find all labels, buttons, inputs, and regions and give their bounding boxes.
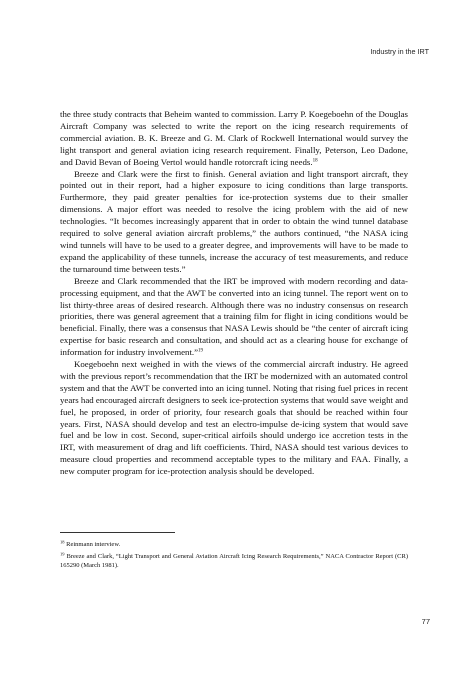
footnote-number: 18	[60, 539, 65, 545]
footnote	[60, 552, 408, 571]
paragraph-3	[60, 276, 408, 359]
footnote-number: 19	[60, 551, 65, 556]
paragraph-text: Breeze and Clark were the first to finish. General aviation and light transport aircraft, they pointed out in their report, had a higher exposure to icing conditions than large transports. Furthermore, they paid greater penalties for ice-protection systems due to their smaller dimensions. A major effort was needed to resolve the icing problem with the aid of new technologies. “It becomes increasingly apparent that in order to obtain the wind tunnel database required to solve general aviation aircraft problems,” the authors continued, “the NASA icing wind tunnels will have to be used to a greater degree, and improvements will have to be made to expand the applicability of these tunnels, increase the accuracy of test measurements, and reduce the turnaround time between tests.”	[60, 168, 408, 274]
body-text	[60, 109, 408, 478]
footnote-text: Reinmann interview.	[66, 541, 121, 548]
paragraph-text: Koegeboehn next weighed in with the views of the commercial aircraft industry. He agreed with the previous report’s recommendation that the IRT be modernized with an automated control system and that the AWT be converted into an icing tunnel. Noting that rising fuel prices in recent years had encouraged aircraft designers to seek ice-protection systems that would save weight and fuel, he proposed, in order of priority, four research goals that should be reached within four years. First, NASA should develop and test an electro-impulse de-icing system that would save fuel and be low in cost. Second, super-critical airfoils should undergo ice accretion tests in the IRT, with measurement of drag and lift coefficients. Third, NASA should test various devices to measure cloud properties and recommend acceptable types to the military and FAA. Finally, a new computer program for ice-protection analysis should be developed.	[60, 359, 408, 477]
footnotes	[60, 540, 408, 573]
page-number: 77	[421, 617, 430, 626]
footnote-text: Breeze and Clark, “Light Transport and General Aviation Aircraft Icing Research Requirements,” NACA Contractor Report (CR) 165290 (March 1981).	[60, 552, 408, 569]
paragraph-text: Breeze and Clark recommended that the IRT be improved with modern recording and data-processing equipment, and that the AWT be converted into an icing tunnel. The report went on to list thirty-three areas of desired research. Although there was no industry consensus on research priorities, there was general agreement that a training film for flight in icing conditions would be beneficial. Finally, there was a consensus that NASA Lewis should be “the center of aircraft icing expertise for basic research and consultation, and should act as a clearing house for exchange of information for industry involvement.”	[60, 275, 408, 358]
paragraph-1	[60, 109, 408, 169]
running-head: Industry in the IRT	[370, 47, 429, 56]
footnote-ref: 19	[198, 348, 204, 354]
paragraph-2	[60, 169, 408, 276]
paragraph-text: the three study contracts that Beheim wanted to commission. Larry P. Koegeboehn of the Douglas Aircraft Company was selected to write the report on the icing research requirements of commercial aviation. B. K. Breeze and G. M. Clark of Rockwell International would survey the light transport and general aviation icing research requirement. Finally, Peterson, Leo Dadone, and David Bevan of Boeing Vertol would handle rotorcraft icing needs.	[60, 109, 408, 167]
footnote-divider	[60, 532, 175, 533]
footnote	[60, 540, 408, 550]
footnote-ref: 18	[312, 158, 318, 164]
paragraph-4	[60, 359, 408, 478]
